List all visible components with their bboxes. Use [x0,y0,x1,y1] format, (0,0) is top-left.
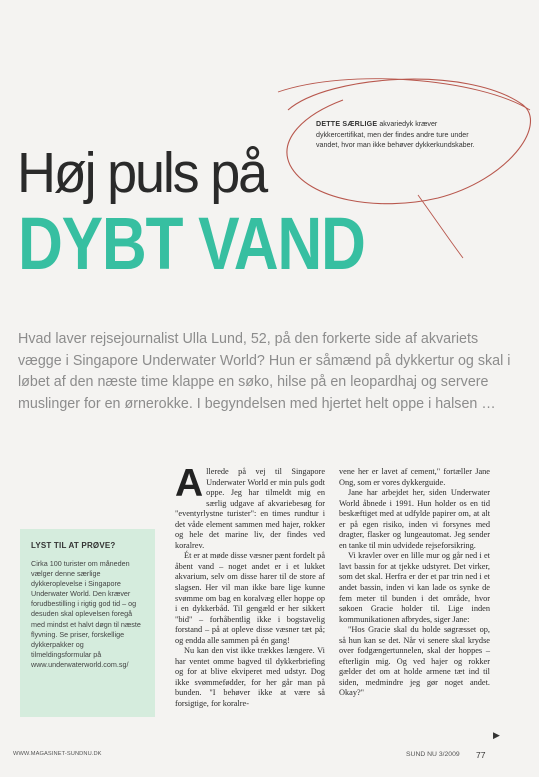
article-paragraph: vene her er lavet af cement," fortæller Jane Ong, som er vores dykkerguide. [339,467,490,487]
headline-line-2: DYBT VAND [18,202,365,285]
drop-cap: A [175,462,204,505]
footer-issue: SUND NU 3/2009 [406,751,460,758]
callout-text [316,119,486,151]
article-paragraph [175,462,325,551]
article-paragraph: "Hos Gracie skal du holde søgræsset op, så hun kan se det. Når vi senere skal krydse over fodgængertunnelen, skal der hoppes – efterligin mig. Og ved hajer og rokker gælder det om at holde armene tæt ind til siden, medmindre jeg gør noget andet. Okay?" [339,625,490,698]
article-paragraph: Jane har arbejdet her, siden Underwater World åbnede i 1991. Hun holder os en tid beskæftiget med at udfylde papirer om, at alt er på egen risiko, inden vi forsynes med dragter, flasker og lungeautomat. Jeg sender en tanke til min udvidede rejseforsikring. [339,488,490,550]
article-column-1 [175,462,326,710]
callout-body: akvariedyk kræver dykkercertifikat, men der findes andre ture under vandet, hvor man ikke behøver dykkerkundskaber. [316,120,475,150]
article-paragraph: Vi kravler over en lille mur og går ned i et lavt bassin for at tjekke udstyret. Det virker, som det skal. Herfra er der et par trin ned i et andet bassin, inden vi kan lade os synke de fem meter til bunden i det område, hvor søkoen Gracie holder til. Lige inden kommunikationen afbrydes, siger Jane: [339,551,490,624]
footer-url: WWW.MAGASINET-SUNDNU.DK [13,751,102,757]
continue-arrow-icon: ▶ [493,730,500,740]
article-paragraph: Nu kan den vist ikke trækkes længere. Vi har ventet omme bagved til dykkerbriefing og for at blive ekviperet med udstyr. Dog ikke svømmefødder, for her går man på bunden. "I behøver ikke at være så forsigtige, for koralre- [175,646,325,709]
callout-lead: DETTE SÆRLIGE [316,120,378,128]
intro-paragraph: Hvad laver rejsejournalist Ulla Lund, 52, på den forkerte side af akvariets vægge i Singapore Underwater World? Hun er såmænd på dykkertur og skal i løbet af den næste time klappe en søko, hilse på en leopardhaj og servere muslinger for en ørnerokke. I begyndelsen med hjertet helt oppe i halsen … [18,331,511,413]
info-box-title: LYST TIL AT PRØVE? [31,541,116,550]
info-box [20,529,155,717]
headline-line-1: Høj puls på [17,141,266,205]
article-paragraph: Ét er at møde disse væsner pænt fordelt på åbent vand – noget andet er i et lukket akvarium, selv om disse harer til de store af slagsen. Her vil man ikke bare lige kunne svømme om bag en koralvæg eller hoppe op i en dykkerbåd. Til gengæld er her sikkert "bid" – forhåbentlig ikke i bogstavelig forstand – på at opleve disse væsner tæt på; og endda alle sammen på én gang! [175,551,326,645]
article-text: llerede på vej til Singapore Underwater World er min puls godt oppe. Jeg har tilmeldt mig en særlig udgave af akvariebesøg for "eventyrlystne turister": en times rundtur i det våde element sammen med hajer, rokker og hele det marine liv, der findes ved koralrev. [175,467,325,550]
page-number: 77 [476,750,486,760]
article-column-2 [339,467,490,699]
info-box-body: Cirka 100 turister om måneden vælger denne særlige dykkeroplevelse i Singapore Underwater World. Den kræver forudbestilling i rigtig god tid – og desuden skal oplevelsen foregå med mindst et halvt døgn til næste flyvning. Se priser, forskellige dykkerpakker og tilmeldingsformular på www.underwaterworld.com.sg/ [31,559,141,669]
